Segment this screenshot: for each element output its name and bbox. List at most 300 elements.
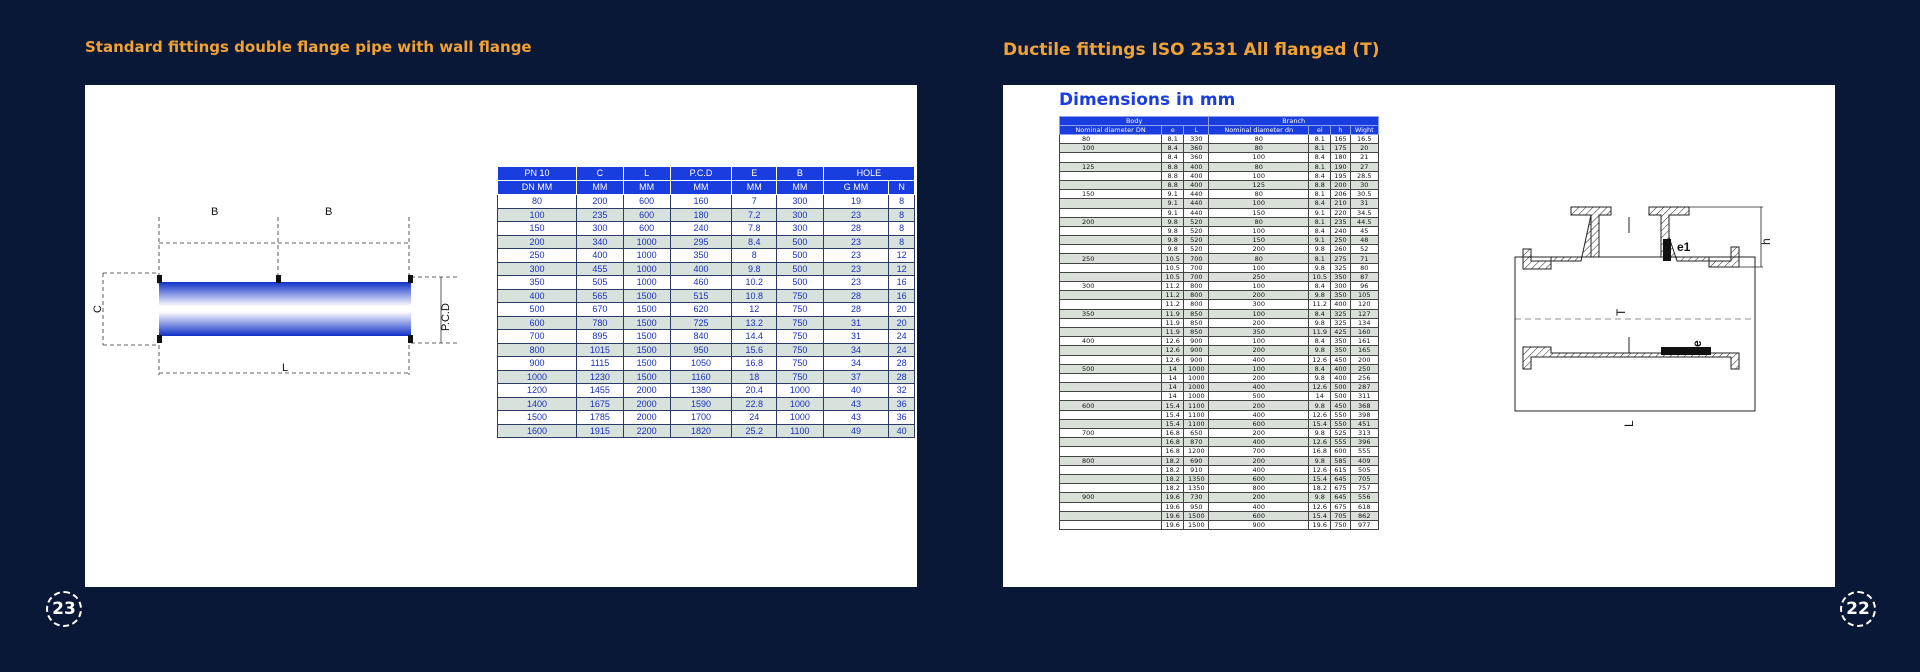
table-cell: 160	[670, 195, 732, 209]
table-cell: 9.1	[1162, 190, 1184, 199]
table-cell	[1060, 392, 1162, 401]
table-row	[498, 289, 915, 303]
table-cell: 585	[1331, 456, 1350, 465]
table-cell: 1000	[1184, 392, 1209, 401]
table-cell: 10.5	[1309, 272, 1331, 281]
table-cell: 1200	[1184, 447, 1209, 456]
table-row	[498, 235, 915, 249]
table-cell: 7.8	[732, 222, 776, 236]
table-cell: 12.6	[1309, 438, 1331, 447]
table-cell: 350	[1331, 272, 1350, 281]
table-cell: 250	[498, 249, 577, 263]
col-header: L	[623, 167, 670, 181]
table-row	[1060, 217, 1379, 226]
table-cell: 15.4	[1309, 511, 1331, 520]
dim-label-t: T	[1614, 308, 1628, 316]
table-cell: 750	[1331, 520, 1350, 529]
table-cell: 16.8	[1309, 447, 1331, 456]
table-cell: 1000	[776, 397, 823, 411]
table-row	[498, 222, 915, 236]
table-row	[498, 357, 915, 371]
table-cell: 165	[1350, 346, 1378, 355]
table-cell	[1060, 171, 1162, 180]
table-cell: 8.4	[1309, 199, 1331, 208]
table-row	[498, 411, 915, 425]
table-cell: 19.6	[1162, 520, 1184, 529]
col-header: HOLE	[823, 167, 914, 181]
table-cell: 9.8	[732, 262, 776, 276]
table-cell: 8.4	[1162, 144, 1184, 153]
table-cell: 200	[1060, 217, 1162, 226]
table-cell: 400	[1184, 171, 1209, 180]
table-row	[1060, 245, 1379, 254]
table-cell: 45	[1350, 226, 1378, 235]
table-cell: 100	[1209, 282, 1309, 291]
table-row	[498, 249, 915, 263]
col-subheader: MM	[732, 181, 776, 195]
table-cell: 1000	[623, 235, 670, 249]
table-cell	[1060, 484, 1162, 493]
table-cell: 16.8	[1162, 429, 1184, 438]
table-cell: 780	[576, 316, 623, 330]
table-cell: 1350	[1184, 474, 1209, 483]
dim-label-c: C	[92, 305, 104, 313]
col-header: Wight	[1350, 126, 1378, 135]
table-cell: 134	[1350, 318, 1378, 327]
table-cell: 1115	[576, 357, 623, 371]
table-cell: 840	[670, 330, 732, 344]
table-cell: 34.5	[1350, 208, 1378, 217]
table-cell: 18	[732, 370, 776, 384]
table-cell: 700	[1184, 263, 1209, 272]
col-subheader: MM	[623, 181, 670, 195]
table-row	[1060, 392, 1379, 401]
table-cell: 977	[1350, 520, 1378, 529]
table-cell: 8	[732, 249, 776, 263]
table-cell: 750	[776, 316, 823, 330]
table-cell: 18.2	[1162, 456, 1184, 465]
table-cell: 350	[1331, 337, 1350, 346]
table-cell: 18.2	[1162, 465, 1184, 474]
table-cell: 900	[498, 357, 577, 371]
table-cell: 2200	[623, 424, 670, 438]
table-cell: 16.5	[1350, 135, 1378, 144]
table-cell: 40	[889, 424, 915, 438]
table-cell: 200	[1331, 180, 1350, 189]
table-cell: 1160	[670, 370, 732, 384]
table-cell: 950	[1184, 502, 1209, 511]
table-cell: 12.6	[1162, 337, 1184, 346]
table-row	[1060, 520, 1379, 529]
table-cell: 2000	[623, 397, 670, 411]
table-cell: 8.8	[1162, 162, 1184, 171]
table-cell: 1500	[1184, 520, 1209, 529]
table-cell: 240	[1331, 226, 1350, 235]
table-cell: 16.8	[1162, 438, 1184, 447]
table-row	[498, 303, 915, 317]
table-cell: 31	[823, 330, 889, 344]
table-cell: 1000	[1184, 373, 1209, 382]
table-cell: 8.4	[1309, 337, 1331, 346]
table-cell: 19.6	[1162, 493, 1184, 502]
table-cell: 8.4	[1309, 364, 1331, 373]
table-cell: 525	[1331, 429, 1350, 438]
table-cell: 18.2	[1162, 484, 1184, 493]
table-cell: 520	[1184, 245, 1209, 254]
table-cell: 100	[1209, 199, 1309, 208]
table-cell: 27	[1350, 162, 1378, 171]
table-cell: 700	[1060, 429, 1162, 438]
table-cell: 750	[776, 343, 823, 357]
table-cell	[1060, 438, 1162, 447]
col-header: C	[576, 167, 623, 181]
table-cell: 235	[1331, 217, 1350, 226]
table-cell: 8.1	[1309, 254, 1331, 263]
table-cell	[1060, 474, 1162, 483]
table-cell: 80	[1350, 263, 1378, 272]
col-header: B	[776, 167, 823, 181]
table-cell: 350	[670, 249, 732, 263]
table-cell: 190	[1331, 162, 1350, 171]
table-row	[1060, 254, 1379, 263]
table-cell: 1600	[498, 424, 577, 438]
table-cell: 455	[576, 262, 623, 276]
table-cell: 600	[1209, 419, 1309, 428]
table-cell: 1000	[498, 370, 577, 384]
table-row	[1060, 465, 1379, 474]
table-cell: 105	[1350, 291, 1378, 300]
table-cell: 37	[823, 370, 889, 384]
table-row	[1060, 419, 1379, 428]
table-row	[1060, 511, 1379, 520]
table-cell: 14	[1309, 392, 1331, 401]
table-cell: 125	[1060, 162, 1162, 171]
table-cell: 100	[1209, 171, 1309, 180]
table-cell: 700	[1209, 447, 1309, 456]
table-cell: 150	[1060, 190, 1162, 199]
table-cell: 1500	[1184, 511, 1209, 520]
table-cell	[1060, 236, 1162, 245]
table-cell: 80	[1209, 162, 1309, 171]
page-number-left: 23	[46, 591, 82, 627]
table-cell: 11.2	[1162, 300, 1184, 309]
table-cell: 500	[1331, 383, 1350, 392]
table-cell: 100	[498, 208, 577, 222]
col-subheader: G MM	[823, 181, 889, 195]
table-cell: 34	[823, 343, 889, 357]
table-cell: 11.9	[1162, 309, 1184, 318]
table-cell: 675	[1331, 484, 1350, 493]
col-header: Nominal diameter DN	[1060, 126, 1162, 135]
table-cell: 800	[1184, 300, 1209, 309]
tee-fitting-drawing	[1511, 197, 1771, 437]
table-cell: 850	[1184, 309, 1209, 318]
table-cell: 1500	[623, 289, 670, 303]
table-cell: 800	[1184, 282, 1209, 291]
table-cell: 200	[1209, 493, 1309, 502]
table-cell: 8.4	[1309, 153, 1331, 162]
table-cell: 125	[1209, 180, 1309, 189]
table-cell: 28	[889, 357, 915, 371]
table-cell: 71	[1350, 254, 1378, 263]
table-cell	[1060, 373, 1162, 382]
table-cell: 705	[1350, 474, 1378, 483]
table-row	[1060, 318, 1379, 327]
table-cell: 16	[889, 289, 915, 303]
table-cell: 675	[1331, 502, 1350, 511]
table-cell: 11.2	[1162, 291, 1184, 300]
dim-label-b1: B	[211, 206, 219, 218]
table-cell: 100	[1209, 309, 1309, 318]
table-row	[1060, 263, 1379, 272]
table-cell	[1060, 327, 1162, 336]
table-cell: 2000	[623, 411, 670, 425]
table-cell: 80	[1209, 190, 1309, 199]
table-cell: 12	[889, 249, 915, 263]
table-cell: 9.8	[1309, 318, 1331, 327]
table-cell: 12.6	[1309, 410, 1331, 419]
table-cell: 24	[889, 343, 915, 357]
table-cell: 19	[823, 195, 889, 209]
table-row	[1060, 190, 1379, 199]
table-cell: 900	[1184, 337, 1209, 346]
table-cell: 1100	[1184, 410, 1209, 419]
table-cell: 19.6	[1309, 520, 1331, 529]
table-cell: 311	[1350, 392, 1378, 401]
table-cell: 500	[1060, 364, 1162, 373]
table-cell: 19.6	[1162, 502, 1184, 511]
table-cell: 900	[1209, 520, 1309, 529]
table-cell: 200	[576, 195, 623, 209]
table-cell: 80	[1209, 135, 1309, 144]
page-number-right: 22	[1840, 591, 1876, 627]
table-cell: 550	[1331, 410, 1350, 419]
table-cell	[1060, 245, 1162, 254]
table-cell	[1060, 226, 1162, 235]
dim-label-l: L	[1622, 420, 1636, 427]
table-cell: 705	[1331, 511, 1350, 520]
table-cell: 9.8	[1162, 226, 1184, 235]
table-cell: 900	[1184, 346, 1209, 355]
table-cell: 451	[1350, 419, 1378, 428]
table-cell: 40	[823, 384, 889, 398]
table-cell: 195	[1331, 171, 1350, 180]
table-cell: 350	[1331, 346, 1350, 355]
table-cell: 620	[670, 303, 732, 317]
table-cell: 30.5	[1350, 190, 1378, 199]
table-row	[1060, 300, 1379, 309]
table-cell: 9.8	[1309, 263, 1331, 272]
table-cell: 850	[1184, 327, 1209, 336]
dim-label-pcd: P.C.D	[440, 303, 452, 331]
group-header-body: Body	[1060, 117, 1209, 126]
table-cell: 9.8	[1162, 236, 1184, 245]
table-cell: 1380	[670, 384, 732, 398]
table-cell: 1500	[623, 303, 670, 317]
col-header: h	[1331, 126, 1350, 135]
table-cell: 1700	[670, 411, 732, 425]
table-row	[498, 262, 915, 276]
table-cell	[1060, 291, 1162, 300]
dim-label-e: e	[1690, 340, 1704, 347]
table-cell: 730	[1184, 493, 1209, 502]
table-cell: 750	[776, 303, 823, 317]
table-cell: 15.4	[1162, 410, 1184, 419]
table-cell: 500	[1209, 392, 1309, 401]
table-cell: 8.4	[1309, 171, 1331, 180]
table-cell: 15.4	[1162, 401, 1184, 410]
table-cell: 1500	[623, 343, 670, 357]
table-cell: 8.1	[1309, 217, 1331, 226]
table-row	[1060, 438, 1379, 447]
table-cell: 400	[1331, 300, 1350, 309]
table-row	[1060, 373, 1379, 382]
table-cell: 161	[1350, 337, 1378, 346]
col-subheader: DN MM	[498, 181, 577, 195]
table-cell: 360	[1184, 153, 1209, 162]
table-cell: 500	[776, 249, 823, 263]
table-cell: 100	[1209, 364, 1309, 373]
table-cell: 200	[1209, 245, 1309, 254]
table-cell: 1000	[1184, 383, 1209, 392]
table-cell	[1060, 465, 1162, 474]
table-row	[498, 424, 915, 438]
table-cell: 150	[1209, 236, 1309, 245]
table-cell: 368	[1350, 401, 1378, 410]
table-cell: 20	[889, 303, 915, 317]
table-cell: 16.8	[1162, 447, 1184, 456]
table-cell	[1060, 199, 1162, 208]
table-cell: 9.8	[1309, 493, 1331, 502]
table-cell: 690	[1184, 456, 1209, 465]
table-cell: 9.8	[1309, 245, 1331, 254]
table-cell: 15.6	[732, 343, 776, 357]
table-cell: 8.1	[1309, 190, 1331, 199]
table-cell: 28	[889, 370, 915, 384]
table-cell: 10.5	[1162, 263, 1184, 272]
table-row	[1060, 135, 1379, 144]
table-cell: 200	[1209, 456, 1309, 465]
table-row	[498, 343, 915, 357]
table-cell: 8	[889, 235, 915, 249]
col-header: el	[1309, 126, 1331, 135]
table-cell: 1000	[623, 249, 670, 263]
table-cell	[1060, 447, 1162, 456]
table-cell: 360	[1184, 144, 1209, 153]
table-cell: 260	[1331, 245, 1350, 254]
table-cell: 34	[823, 357, 889, 371]
table-cell: 9.1	[1309, 208, 1331, 217]
table-cell	[1060, 272, 1162, 281]
table-cell: 250	[1350, 364, 1378, 373]
table-cell	[1060, 318, 1162, 327]
table-row	[498, 316, 915, 330]
table-cell: 9.1	[1162, 199, 1184, 208]
table-cell: 500	[776, 262, 823, 276]
table-cell: 15.4	[1309, 419, 1331, 428]
table-cell: 11.2	[1309, 300, 1331, 309]
table-cell: 600	[1209, 511, 1309, 520]
table-cell: 870	[1184, 438, 1209, 447]
table-row	[1060, 502, 1379, 511]
table-cell: 200	[1209, 401, 1309, 410]
table-cell: 1050	[670, 357, 732, 371]
table-row	[1060, 456, 1379, 465]
table-cell	[1060, 511, 1162, 520]
table-cell: 7.2	[732, 208, 776, 222]
table-cell: 1350	[1184, 484, 1209, 493]
table-cell: 440	[1184, 199, 1209, 208]
table-cell: 28	[823, 222, 889, 236]
table-cell: 1500	[623, 370, 670, 384]
table-cell: 9.8	[1309, 346, 1331, 355]
table-cell	[1060, 419, 1162, 428]
table-cell: 398	[1350, 410, 1378, 419]
table-cell: 8	[889, 208, 915, 222]
table-cell	[1060, 263, 1162, 272]
table-row	[498, 397, 915, 411]
table-cell	[1060, 300, 1162, 309]
table-cell	[1060, 355, 1162, 364]
table-cell: 100	[1209, 153, 1309, 162]
table-cell: 300	[1060, 282, 1162, 291]
table-cell: 8.4	[1309, 226, 1331, 235]
table-cell: 15.4	[1162, 419, 1184, 428]
table-cell: 515	[670, 289, 732, 303]
table-cell: 900	[1184, 355, 1209, 364]
table-cell: 350	[1331, 291, 1350, 300]
table-cell: 400	[498, 289, 577, 303]
table-cell: 325	[1331, 309, 1350, 318]
table-row	[1060, 364, 1379, 373]
table-cell: 600	[623, 195, 670, 209]
table-cell: 14	[1162, 364, 1184, 373]
table-cell: 895	[576, 330, 623, 344]
table-cell: 200	[1209, 373, 1309, 382]
table-cell: 100	[1060, 144, 1162, 153]
table-cell: 800	[1184, 291, 1209, 300]
table-cell: 910	[1184, 465, 1209, 474]
table-row	[498, 384, 915, 398]
table-cell: 8.1	[1309, 144, 1331, 153]
left-page-heading: Standard fittings double flange pipe with wall flange	[85, 38, 532, 56]
table-cell: 500	[1331, 392, 1350, 401]
table-cell: 120	[1350, 300, 1378, 309]
dim-label-b2: B	[325, 206, 333, 218]
left-page-panel	[85, 85, 917, 587]
table-row	[1060, 162, 1379, 171]
table-cell: 100	[1209, 337, 1309, 346]
table-cell: 23	[823, 235, 889, 249]
table-cell: 8.1	[1162, 135, 1184, 144]
table-cell: 200	[1209, 429, 1309, 438]
table-cell: 210	[1331, 199, 1350, 208]
dim-label-e1: e1	[1677, 240, 1691, 254]
table-cell: 800	[1060, 456, 1162, 465]
table-cell: 43	[823, 397, 889, 411]
table-row	[498, 195, 915, 209]
col-header: e	[1162, 126, 1184, 135]
table-cell: 500	[498, 303, 577, 317]
table-cell: 460	[670, 276, 732, 290]
table-cell: 100	[1209, 263, 1309, 272]
table-cell: 400	[1060, 337, 1162, 346]
col-subheader: MM	[776, 181, 823, 195]
table-cell: 1500	[623, 316, 670, 330]
table-cell: 862	[1350, 511, 1378, 520]
table-cell: 20.4	[732, 384, 776, 398]
table-row	[1060, 447, 1379, 456]
